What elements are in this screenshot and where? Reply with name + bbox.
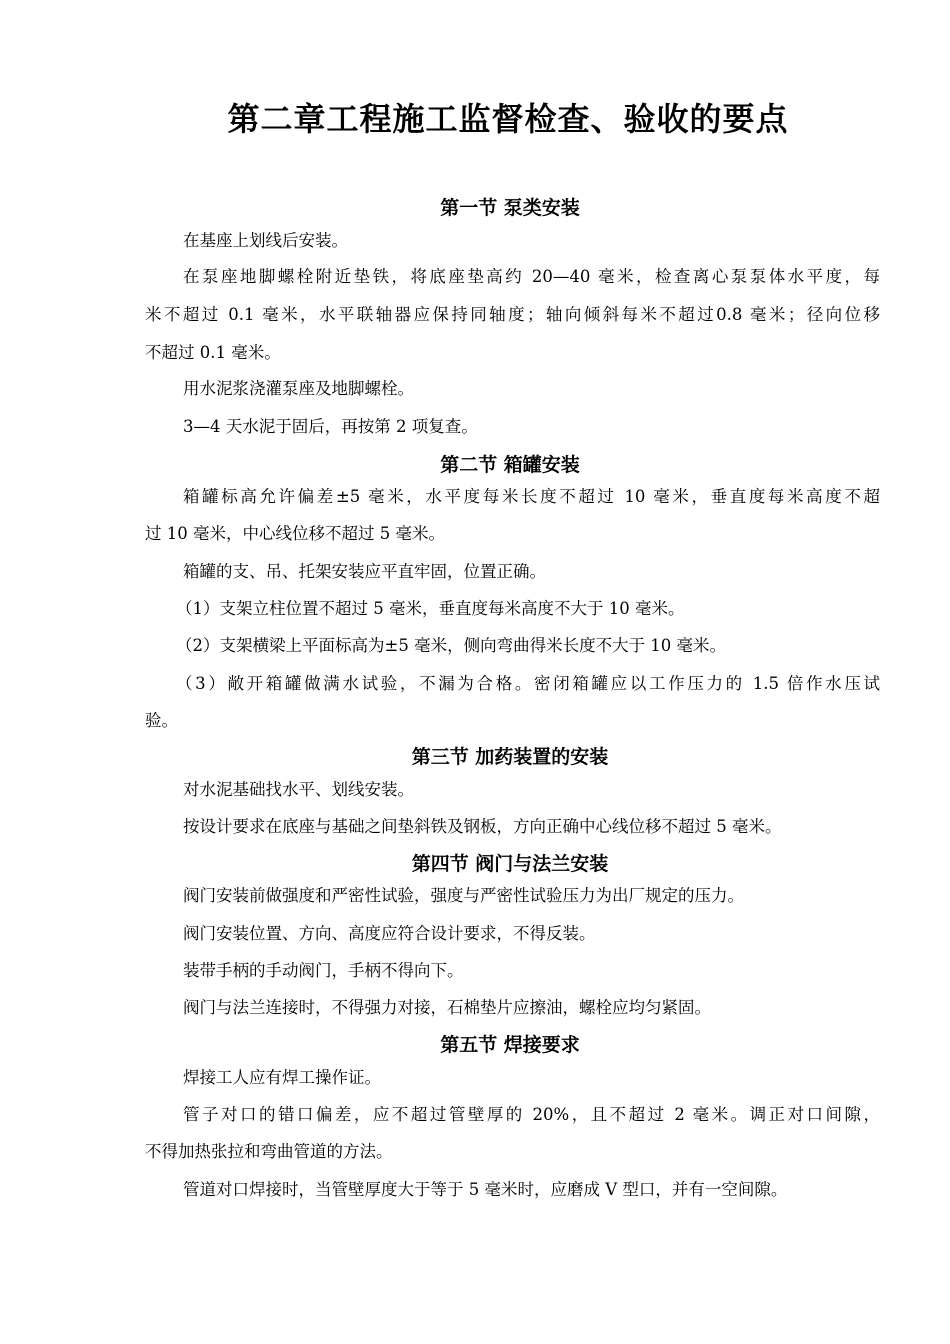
- paragraph-line: 过 10 毫米，中心线位移不超过 5 毫米。: [145, 524, 445, 543]
- section-heading-1: 第一节 泵类安装: [440, 197, 580, 219]
- section-heading-2: 第二节 箱罐安装: [440, 454, 580, 476]
- paragraph-line: 在基座上划线后安装。: [183, 231, 348, 250]
- section-heading-5: 第五节 焊接要求: [440, 1034, 580, 1056]
- paragraph-line: （3）敞开箱罐做满水试验，不漏为合格。密闭箱罐应以工作压力的 1.5 倍作水压试: [176, 674, 880, 693]
- section-heading-4: 第四节 阀门与法兰安装: [411, 853, 609, 875]
- paragraph-line: （1）支架立柱位置不超过 5 毫米，垂直度每米高度不大于 10 毫米。: [176, 599, 685, 618]
- paragraph-line: 焊接工人应有焊工操作证。: [183, 1068, 381, 1087]
- paragraph-line: 装带手柄的手动阀门，手柄不得向下。: [183, 961, 464, 980]
- paragraph-line: 对水泥基础找水平、划线安装。: [183, 780, 414, 799]
- chapter-title: 第二章工程施工监督检查、验收的要点: [227, 100, 789, 138]
- paragraph-line: 不超过 0.1 毫米。: [145, 343, 281, 362]
- paragraph-line: 箱罐的支、吊、托架安装应平直牢固，位置正确。: [183, 562, 546, 581]
- paragraph-line: （2）支架横梁上平面标高为±5 毫米，侧向弯曲得米长度不大于 10 毫米。: [176, 636, 727, 655]
- paragraph-line: 管子对口的错口偏差，应不超过管壁厚的 20%，且不超过 2 毫米。调正对口间隙，: [183, 1105, 880, 1124]
- paragraph-line: 按设计要求在底座与基础之间垫斜铁及钢板，方向正确中心线位移不超过 5 毫米。: [183, 817, 782, 836]
- paragraph-line: 3—4 天水泥于固后，再按第 2 项复查。: [183, 417, 478, 436]
- paragraph-line: 米不超过 0.1 毫米，水平联轴器应保持同轴度；轴向倾斜每米不超过0.8 毫米；径向位移: [145, 305, 880, 324]
- paragraph-line: 用水泥浆浇灌泵座及地脚螺栓。: [183, 379, 414, 398]
- paragraph-line: 管道对口焊接时，当管壁厚度大于等于 5 毫米时，应磨成 V 型口，并有一空间隙。: [183, 1180, 788, 1199]
- paragraph-line: 不得加热张拉和弯曲管道的方法。: [145, 1142, 393, 1161]
- section-heading-3: 第三节 加药装置的安装: [411, 746, 609, 768]
- paragraph-line: 阀门安装前做强度和严密性试验，强度与严密性试验压力为出厂规定的压力。: [183, 886, 744, 905]
- paragraph-line: 箱罐标高允许偏差±5 毫米，水平度每米长度不超过 10 毫米，垂直度每米高度不超: [183, 487, 880, 506]
- paragraph-line: 在泵座地脚螺栓附近垫铁，将底座垫高约 20—40 毫米，检查离心泵泵体水平度，每: [183, 267, 880, 286]
- paragraph-line: 阀门安装位置、方向、高度应符合设计要求，不得反装。: [183, 924, 596, 943]
- paragraph-line: 阀门与法兰连接时，不得强力对接，石棉垫片应擦油，螺栓应均匀紧固。: [183, 998, 711, 1017]
- paragraph-line: 验。: [145, 711, 178, 730]
